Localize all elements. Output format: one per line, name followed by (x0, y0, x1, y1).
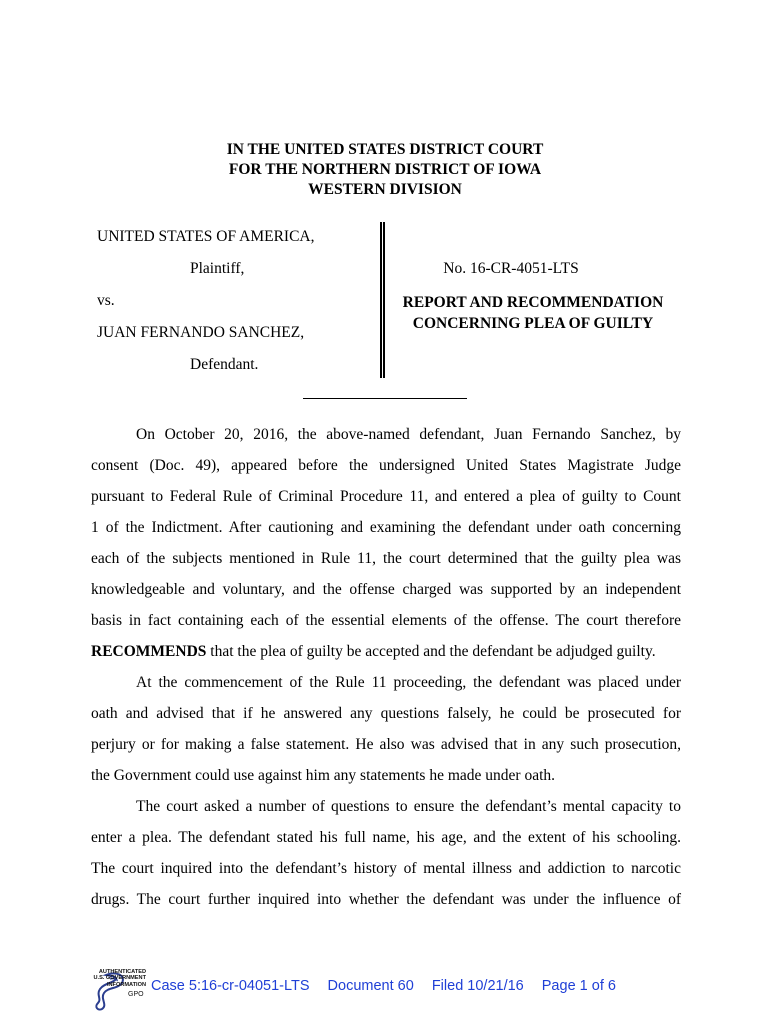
body-line: consent (Doc. 49), appeared before the undersigned United States Magistrate Judge (91, 457, 681, 474)
document-title-line2: CONCERNING PLEA OF GUILTY (412, 315, 654, 332)
court-district: FOR THE NORTHERN DISTRICT OF IOWA (228, 161, 542, 178)
plaintiff-name: UNITED STATES OF AMERICA, (97, 228, 315, 245)
document-title (388, 292, 678, 334)
recommends-keyword: RECOMMENDS (91, 643, 207, 660)
body-line: the Government could use against him any statements he made under oath. (91, 767, 556, 784)
plaintiff-role: Plaintiff, (190, 260, 245, 277)
stamp-case: Case 5:16-cr-04051-LTS (151, 978, 310, 994)
body-line-recommendation (91, 636, 681, 667)
court-division: WESTERN DIVISION (308, 181, 462, 198)
body-line: The court asked a number of questions to ensure the defendant’s mental capacity to (136, 798, 681, 815)
gpo-logo-text: AUTHENTICATED U.S. GOVERNMENT INFORMATION (93, 969, 146, 988)
case-filing-stamp (151, 978, 630, 994)
body-line: The court inquired into the defendant’s history of mental illness and addiction to narcotic (91, 860, 681, 877)
paragraph-3 (91, 791, 681, 915)
body-line: perjury or for making a false statement. He also was advised that in any such prosecution, (91, 736, 681, 753)
paragraph-2 (91, 667, 681, 791)
defendant-name: JUAN FERNANDO SANCHEZ, (97, 324, 305, 341)
versus-label: vs. (97, 292, 115, 309)
body-line: knowledgeable and voluntary, and the offense charged was supported by an independent (91, 581, 681, 598)
body-line: On October 20, 2016, the above-named defendant, Juan Fernando Sanchez, by (136, 426, 681, 443)
body-line: enter a plea. The defendant stated his full name, his age, and the extent of his schooling. (91, 829, 681, 846)
caption-divider (380, 222, 385, 378)
document-title-line1: REPORT AND RECOMMENDATION (402, 294, 664, 311)
recommendation-text: that the plea of guilty be accepted and the defendant be adjudged guilty. (206, 643, 656, 660)
body-line: basis in fact containing each of the essential elements of the offense. The court therefore (91, 612, 681, 629)
document-body (91, 419, 681, 915)
stamp-document: Document 60 (327, 978, 414, 994)
gpo-mark: GPO (128, 991, 144, 998)
body-line: drugs. The court further inquired into whether the defendant was under the influence of (91, 891, 681, 908)
court-header (0, 140, 770, 200)
gpo-authentication-logo (44, 969, 146, 1013)
court-name: IN THE UNITED STATES DISTRICT COURT (226, 141, 544, 158)
page-footer (0, 969, 770, 1006)
stamp-page: Page 1 of 6 (541, 978, 616, 994)
body-line: each of the subjects mentioned in Rule 11, the court determined that the guilty plea was (91, 550, 681, 567)
defendant-role: Defendant. (190, 356, 259, 373)
paragraph-1 (91, 419, 681, 667)
case-number: No. 16-CR-4051-LTS (443, 260, 579, 277)
stamp-filed: Filed 10/21/16 (431, 978, 524, 994)
body-line: pursuant to Federal Rule of Criminal Procedure 11, and entered a plea of guilty to Count (91, 488, 681, 505)
body-line: At the commencement of the Rule 11 proceeding, the defendant was placed under (136, 674, 681, 691)
separator-rule (303, 398, 467, 399)
body-line: oath and advised that if he answered any questions falsely, he could be prosecuted for (91, 705, 681, 722)
body-line: 1 of the Indictment. After cautioning and examining the defendant under oath concerning (91, 519, 681, 536)
